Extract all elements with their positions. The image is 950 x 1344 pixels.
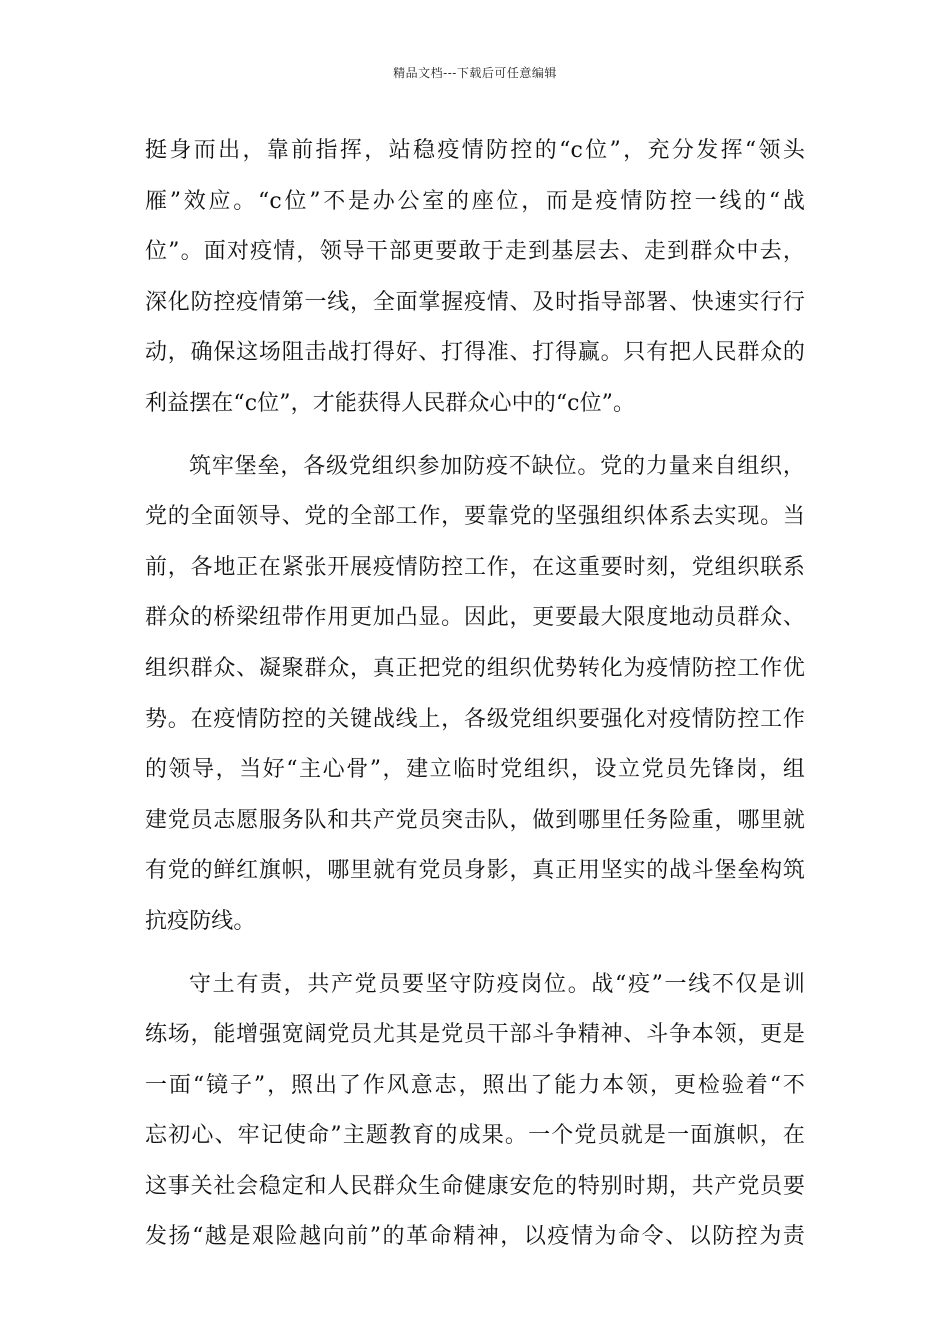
paragraph-3 <box>145 960 805 1264</box>
text-line: 组织群众、凝聚群众，真正把党的组织优势转化为疫情防控工作优 <box>145 655 805 681</box>
text-line: 建党员志愿服务队和共产党员突击队，做到哪里任务险重，哪里就 <box>145 807 805 833</box>
text-line: 忘初心、牢记使命”主题教育的成果。一个党员就是一面旗帜，在 <box>145 1123 805 1149</box>
text-line: 势。在疫情防控的关键战线上，各级党组织要强化对疫情防控工作 <box>145 706 805 732</box>
text-line: 深化防控疫情第一线，全面掌握疫情、及时指导部署、快速实行行 <box>145 289 805 315</box>
text-line: 练场，能增强宽阔党员尤其是党员干部斗争精神、斗争本领，更是 <box>145 1022 805 1048</box>
text-line: 利益摆在“c位”，才能获得人民群众心中的“c位”。 <box>145 390 636 416</box>
text-line: 位”。面对疫情，领导干部更要敢于走到基层去、走到群众中去， <box>145 239 805 265</box>
paragraph-1 <box>145 126 805 430</box>
text-line: 动，确保这场阻击战打得好、打得准、打得赢。只有把人民群众的 <box>145 340 805 366</box>
text-line: 有党的鲜红旗帜，哪里就有党员身影，真正用坚实的战斗堡垒构筑 <box>145 858 805 884</box>
text-line: 这事关社会稳定和人民群众生命健康安危的特别时期，共产党员要 <box>145 1173 805 1199</box>
text-line: 一面“镜子”，照出了作风意志，照出了能力本领，更检验着“不 <box>145 1072 805 1098</box>
text-line: 群众的桥梁纽带作用更加凸显。因此，更要最大限度地动员群众、 <box>145 605 805 631</box>
text-line: 发扬“越是艰险越向前”的革命精神，以疫情为命令、以防控为责 <box>145 1224 805 1250</box>
document-body <box>145 126 805 1263</box>
text-line: 筑牢堡垒，各级党组织参加防疫不缺位。党的力量来自组织， <box>189 453 805 479</box>
page-header: 精品文档---下载后可任意编辑 <box>393 66 557 80</box>
paragraph-2 <box>145 442 805 948</box>
text-line: 守土有责，共产党员要坚守防疫岗位。战“疫”一线不仅是训 <box>189 971 805 997</box>
text-line: 党的全面领导、党的全部工作，要靠党的坚强组织体系去实现。当 <box>145 504 805 530</box>
text-line: 抗疫防线。 <box>145 908 256 934</box>
text-line: 前，各地正在紧张开展疫情防控工作，在这重要时刻，党组织联系 <box>145 554 805 580</box>
text-line: 的领导，当好“主心骨”，建立临时党组织，设立党员先锋岗，组 <box>145 757 805 783</box>
text-line: 雁”效应。“c位”不是办公室的座位，而是疫情防控一线的“战 <box>145 188 805 214</box>
text-line: 挺身而出，靠前指挥，站稳疫情防控的“c位”，充分发挥“领头 <box>145 138 805 163</box>
